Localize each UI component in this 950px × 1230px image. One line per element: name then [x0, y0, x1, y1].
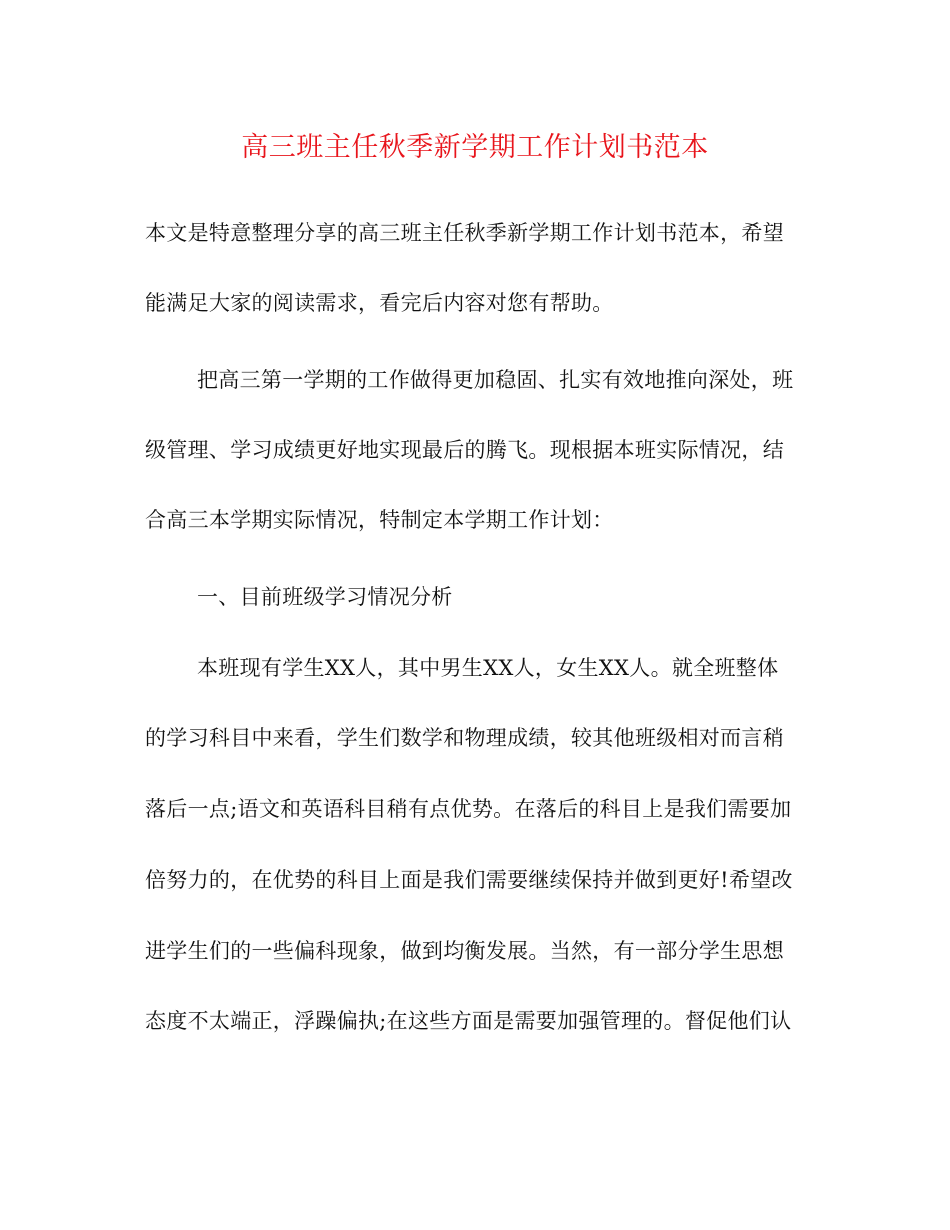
text-line-10: 倍努力的，在优势的科目上面是我们需要继续保持并做到更好!希望改 [145, 868, 793, 892]
text-line-7: 本班现有学生XX人，其中男生XX人，女生XX人。就全班整体 [197, 656, 779, 680]
text-line-9: 落后一点;语文和英语科目稍有点优势。在落后的科目上是我们需要加 [145, 797, 792, 821]
text-line-4: 级管理、学习成绩更好地实现最后的腾飞。现根据本班实际情况，结 [145, 438, 784, 462]
text-line-11: 进学生们的一些偏科现象，做到均衡发展。当然，有一部分学生思想 [145, 939, 784, 963]
section-heading-1: 一、目前班级学习情况分析 [197, 585, 453, 609]
text-line-5: 合高三本学期实际情况，特制定本学期工作计划： [145, 508, 614, 532]
document-title: 高三班主任秋季新学期工作计划书范本 [241, 132, 709, 163]
text-line-8: 的学习科目中来看，学生们数学和物理成绩，较其他班级相对而言稍 [145, 726, 784, 750]
text-line-3: 把高三第一学期的工作做得更加稳固、扎实有效地推向深处，班 [197, 368, 794, 392]
text-line-1: 本文是特意整理分享的高三班主任秋季新学期工作计划书范本，希望 [145, 221, 784, 245]
text-line-2: 能满足大家的阅读需求，看完后内容对您有帮助。 [145, 291, 614, 315]
text-line-12: 态度不太端正，浮躁偏执;在这些方面是需要加强管理的。督促他们认 [145, 1009, 792, 1033]
